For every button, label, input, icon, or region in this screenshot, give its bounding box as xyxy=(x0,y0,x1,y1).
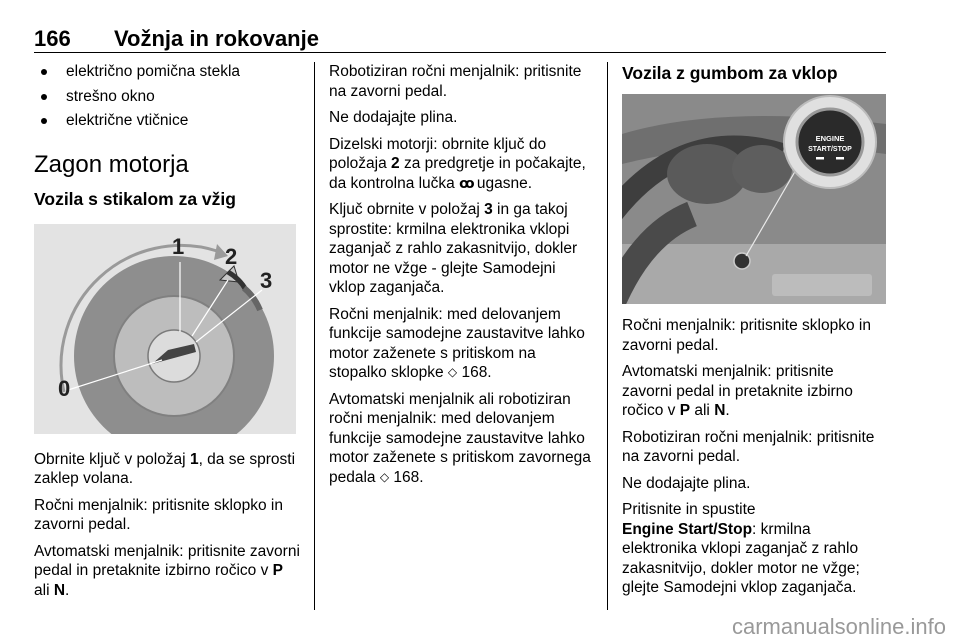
subsection-title: Vozila z gumbom za vklop xyxy=(622,63,838,83)
subsection-title: Vozila s stikalom za vžig xyxy=(34,188,236,209)
start-stop-button-figure xyxy=(622,94,886,304)
position-label: 1 xyxy=(172,233,185,259)
column-middle xyxy=(329,62,594,494)
column-left xyxy=(34,62,302,607)
paragraph: Robotiziran ročni menjalnik: pritisnite na zavorni pedal. xyxy=(622,428,875,465)
paragraph: Ročni menjalnik: pritisnite sklopko in zavorni pedal. xyxy=(34,496,283,533)
column-divider xyxy=(607,62,608,610)
paragraph: Ne dodajajte plina. xyxy=(622,474,751,492)
bullet-icon xyxy=(41,69,47,75)
watermark: carmanualsonline.info xyxy=(731,614,946,639)
position-label: 0 xyxy=(58,375,71,401)
position-label: 2 xyxy=(225,243,238,269)
bullet-icon xyxy=(41,118,47,124)
glow-plug-icon: ꝏ xyxy=(459,174,473,191)
list-item: električno pomična stekla xyxy=(34,62,302,82)
paragraph: Ročni menjalnik: med delovanjem funkcije samodejne zaustavitve lahko motor zaženete s pritiskom na stopalko sklopke ◇ 168. xyxy=(329,305,585,381)
button-indicator xyxy=(816,157,824,160)
paragraph: Ne dodajajte plina. xyxy=(329,109,458,126)
position-label: 3 xyxy=(260,267,273,293)
bullet-list xyxy=(34,62,302,131)
page-header xyxy=(34,26,886,53)
paragraph: Avtomatski menjalnik: pritisnite zavorni pedal in pretaknite izbirno ročico v P ali N. xyxy=(34,542,300,599)
paragraph: Pritisnite in spustite Engine Start/Stop: krmilna elektronika vklopi zaganjač z rahlo zakasnitvijo, dokler motor ne vžge; glejte Samodejni vklop zaganjača. xyxy=(622,501,860,596)
paragraph: Avtomatski menjalnik ali robotiziran ročni menjalnik: med delovanjem funkcije samodejne zaustavitve lahko motor zaženete s pritiskom zavornega pedala ◇ 168. xyxy=(329,390,591,486)
paragraph: Ključ obrnite v položaj 3 in ga takoj sprostite: krmilna elektronika vklopi zaganjač z rahlo zakasnitvijo, dokler motor ne vžge - glejte Samodejni vklop zaganjača. xyxy=(329,201,578,296)
paragraph: Robotiziran ročni menjalnik: pritisnite na zavorni pedal. xyxy=(329,63,582,100)
list-item: električne vtičnice xyxy=(34,111,302,131)
start-stop-button-small-icon xyxy=(734,253,750,269)
paragraph: Ročni menjalnik: pritisnite sklopko in zavorni pedal. xyxy=(622,317,871,354)
chapter-title: Vožnja in rokovanje xyxy=(114,26,319,51)
list-item: strešno okno xyxy=(34,87,302,107)
ignition-switch-figure xyxy=(34,224,296,434)
paragraph: Dizelski motorji: obrnite ključ do položaja 2 za predgretje in počakajte, da kontrolna lučka ꝏ ugasne. xyxy=(329,135,586,192)
column-divider xyxy=(314,62,315,610)
bullet-icon xyxy=(41,94,47,100)
column-right xyxy=(622,62,886,605)
paragraph: Avtomatski menjalnik: pritisnite zavorni pedal in pretaknite izbirno ročico v P ali N. xyxy=(622,363,853,419)
paragraph: Obrnite ključ v položaj 1, da se sprosti zaklep volana. xyxy=(34,450,296,487)
button-indicator xyxy=(836,157,844,160)
climate-controls xyxy=(772,274,872,296)
button-label: ENGINE xyxy=(815,134,845,143)
page-reference-icon[interactable]: ◇ xyxy=(379,469,390,484)
button-label: START/STOP xyxy=(808,146,852,153)
page-number: 166 xyxy=(34,26,71,51)
instrument-cluster xyxy=(732,145,792,193)
section-title: Zagon motorja xyxy=(34,150,189,178)
page-reference-icon[interactable]: ◇ xyxy=(447,365,458,379)
